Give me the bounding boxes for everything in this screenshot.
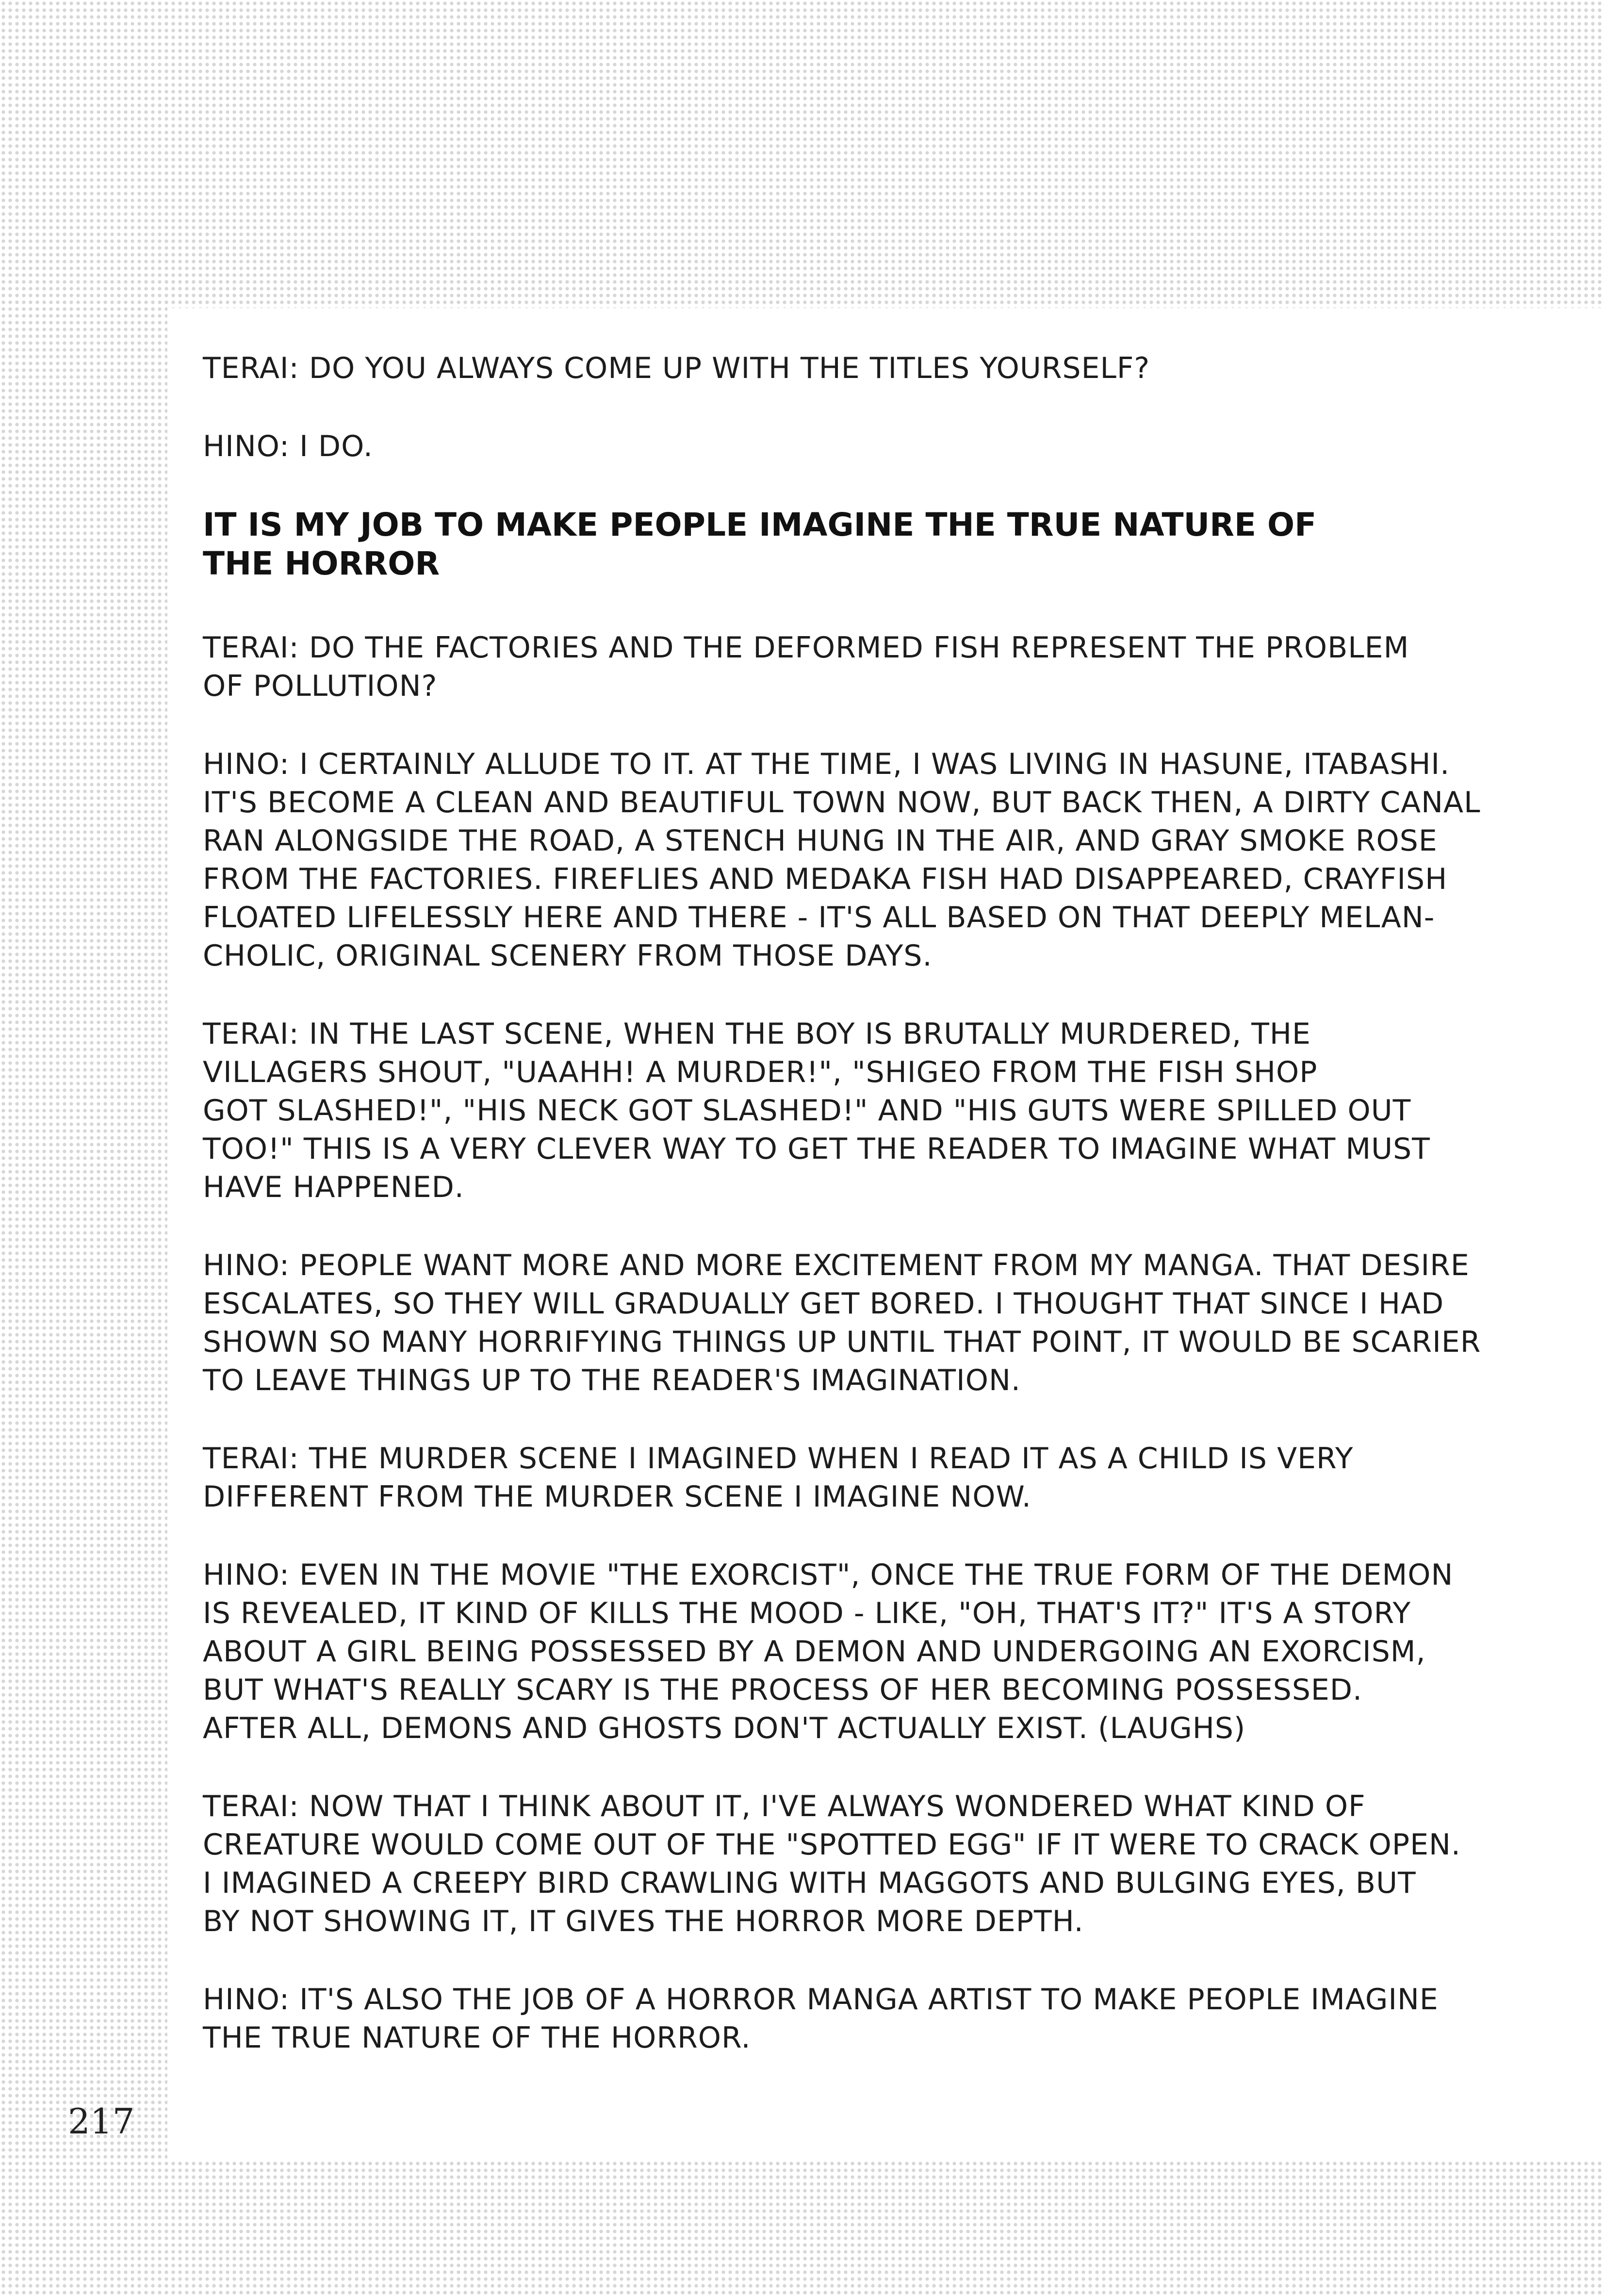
interview-paragraph: HINO: I DO. <box>203 429 373 463</box>
interview-paragraph: TERAI: THE MURDER SCENE I IMAGINED WHEN I READ IT AS A CHILD IS VERY DIFFERENT FROM THE MURDER SCENE I IMAGINE NOW. <box>203 1442 1354 1514</box>
page-number: 217 <box>68 2101 135 2142</box>
interview-paragraph: TERAI: DO THE FACTORIES AND THE DEFORMED FISH REPRESENT THE PROBLEM OF POLLUTION? <box>203 631 1409 703</box>
interview-paragraph: HINO: I CERTAINLY ALLUDE TO IT. AT THE TIME, I WAS LIVING IN HASUNE, ITABASHI. IT'S BECOME A CLEAN AND BEAUTIFUL TOWN NOW, BUT BACK THEN, A DIRTY CANAL RAN ALONGSIDE THE ROAD, A STENCH HUNG IN THE AIR, AND GRAY SMOKE ROSE FROM THE FACTORIES. FIREFLIES AND MEDAKA FISH HAD DISAPPEARED, CRAYFISH FLOATED LIFELESSLY HERE AND THERE - IT'S ALL BASED ON THAT DEEPLY MELAN- CHOLIC, ORIGINAL SCENERY FROM THOSE DAYS. <box>203 747 1481 973</box>
interview-paragraph: HINO: IT'S ALSO THE JOB OF A HORROR MANGA ARTIST TO MAKE PEOPLE IMAGINE THE TRUE NATURE OF THE HORROR. <box>203 1983 1439 2055</box>
section-heading: IT IS MY JOB TO MAKE PEOPLE IMAGINE THE TRUE NATURE OF THE HORROR <box>203 506 1317 582</box>
interview-paragraph: TERAI: DO YOU ALWAYS COME UP WITH THE TITLES YOURSELF? <box>203 351 1150 385</box>
interview-paragraph: HINO: PEOPLE WANT MORE AND MORE EXCITEMENT FROM MY MANGA. THAT DESIRE ESCALATES, SO THEY WILL GRADUALLY GET BORED. I THOUGHT THAT SINCE I HAD SHOWN SO MANY HORRIFYING THINGS UP UNTIL THAT POINT, IT WOULD BE SCARIER TO LEAVE THINGS UP TO THE READER'S IMAGINATION. <box>203 1248 1481 1397</box>
interview-text <box>203 349 1561 2097</box>
interview-paragraph: HINO: EVEN IN THE MOVIE "THE EXORCIST", ONCE THE TRUE FORM OF THE DEMON IS REVEALED, IT KIND OF KILLS THE MOOD - LIKE, "OH, THAT'S IT?" IT'S A STORY ABOUT A GIRL BEING POSSESSED BY A DEMON AND UNDERGOING AN EXORCISM, BUT WHAT'S REALLY SCARY IS THE PROCESS OF HER BECOMING POSSESSED. AFTER ALL, DEMONS AND GHOSTS DON'T ACTUALLY EXIST. (LAUGHS) <box>203 1558 1454 1745</box>
interview-paragraph: TERAI: IN THE LAST SCENE, WHEN THE BOY IS BRUTALLY MURDERED, THE VILLAGERS SHOUT, "UAAHH! A MURDER!", "SHIGEO FROM THE FISH SHOP GOT SLASHED!", "HIS NECK GOT SLASHED!" AND "HIS GUTS WERE SPILLED OUT TOO!" THIS IS A VERY CLEVER WAY TO GET THE READER TO IMAGINE WHAT MUST HAVE HAPPENED. <box>203 1017 1430 1204</box>
interview-paragraph: TERAI: NOW THAT I THINK ABOUT IT, I'VE ALWAYS WONDERED WHAT KIND OF CREATURE WOULD COME OUT OF THE "SPOTTED EGG" IF IT WERE TO CRACK OPEN. I IMAGINED A CREEPY BIRD CRAWLING WITH MAGGOTS AND BULGING EYES, BUT BY NOT SHOWING IT, IT GIVES THE HORROR MORE DEPTH. <box>203 1789 1461 1938</box>
